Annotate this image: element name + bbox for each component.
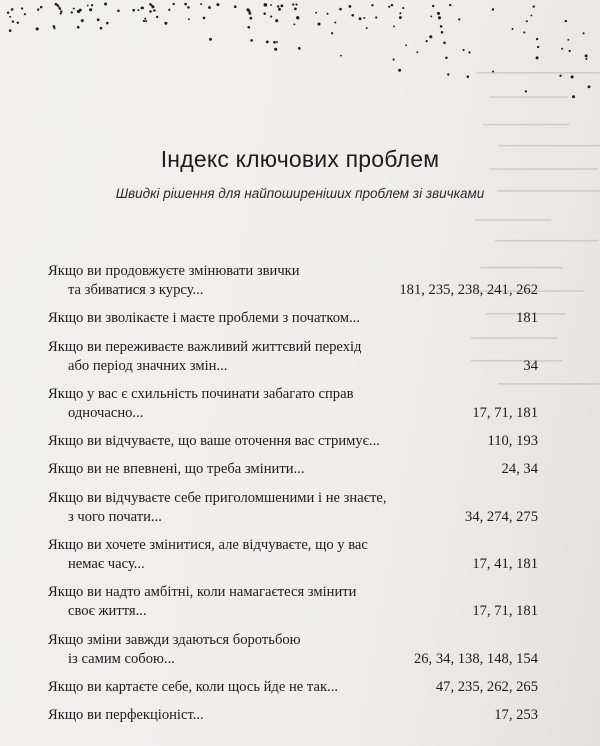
decorative-dot (263, 12, 266, 15)
page-numbers: 181 (516, 310, 538, 327)
page-numbers: 17, 253 (494, 707, 538, 724)
page-numbers: 34, 274, 275 (465, 508, 538, 525)
page-numbers: 47, 235, 262, 265 (435, 678, 538, 695)
decorative-dot (447, 73, 449, 75)
decorative-dot (533, 5, 535, 7)
index-entry (48, 262, 538, 300)
decorative-dot (53, 27, 55, 29)
decorative-dot (24, 13, 26, 15)
decorative-dot (277, 5, 279, 7)
decorative-dot (585, 54, 588, 57)
decorative-dot (81, 19, 84, 22)
decorative-dot (437, 12, 440, 15)
index-entry (48, 385, 538, 423)
decorative-dot (73, 8, 75, 10)
page-numbers: 17, 41, 181 (472, 556, 538, 573)
decorative-dot (145, 20, 147, 22)
decorative-dot (208, 6, 211, 9)
decorative-dot (441, 31, 444, 34)
decorative-dot (143, 20, 145, 22)
decorative-dot (247, 26, 250, 29)
decorative-dot (315, 12, 317, 14)
index-entry (48, 678, 538, 697)
entry-text: Якщо ви переживаєте важливий життєвий перехід (48, 338, 362, 355)
decorative-dot (172, 3, 174, 5)
decorative-dot (391, 4, 394, 7)
entry-text: своє життя... (68, 603, 147, 620)
decorative-dot (100, 27, 103, 30)
decorative-dot (429, 35, 432, 38)
decorative-dot (234, 5, 237, 8)
index-entry (48, 489, 538, 527)
decorative-dot (89, 8, 92, 11)
decorative-dot (187, 6, 190, 9)
decorative-dot (36, 27, 39, 30)
decorative-dot (438, 16, 441, 19)
index-entry (48, 536, 538, 574)
decorative-dot (9, 29, 12, 32)
decorative-dot (216, 3, 219, 6)
decorative-dot (156, 16, 158, 18)
decorative-dot (565, 20, 567, 22)
decorative-dot (57, 5, 59, 7)
decorative-dot (295, 3, 297, 5)
decorative-dot (416, 51, 418, 53)
decorative-dot (351, 14, 354, 17)
decorative-dot (250, 39, 253, 42)
decorative-dot (583, 32, 585, 34)
decorative-dot (264, 3, 267, 6)
decorative-dot (298, 47, 301, 50)
decorative-dot (97, 18, 100, 21)
decorative-dot (294, 8, 297, 11)
decorative-dot (276, 41, 278, 43)
entry-text: або період значних змін... (68, 357, 228, 374)
decorative-dot (151, 5, 154, 8)
entry-text: Якщо ви продовжуєте змінювати звички (48, 263, 300, 279)
entry-text: Якщо у вас є схильність починати забагато справ (48, 385, 354, 402)
decorative-dot (468, 51, 470, 53)
page-subtitle: Швидкі рішення для найпоширеніших проблем зі звичками (115, 186, 485, 201)
decorative-dot (87, 5, 89, 7)
entry-text: Якщо ви зволікаєте і маєте проблеми з початком... (48, 310, 360, 327)
decorative-dot (168, 9, 170, 11)
index-entry (48, 706, 538, 725)
decorative-dot (280, 4, 283, 7)
decorative-dot (326, 13, 328, 15)
entry-text: Якщо ви хочете змінитися, але відчуваєте, що у вас (48, 537, 368, 554)
decorative-dot (567, 39, 569, 41)
entry-text: Якщо зміни завжди здаються боротьбою (48, 631, 301, 648)
decorative-dot (340, 55, 342, 57)
entry-text: Якщо ви картаєте себе, коли щось йде не так... (48, 678, 338, 695)
decorative-dot (359, 17, 362, 20)
decorative-dot (297, 17, 300, 20)
decorative-dot (561, 48, 563, 50)
decorative-dot (375, 16, 377, 18)
index-entry (48, 631, 538, 669)
index-entry (48, 460, 538, 479)
decorative-dot (144, 18, 146, 20)
entry-text: одночасно... (68, 404, 144, 421)
decorative-dot (536, 56, 539, 59)
decorative-dot (317, 22, 320, 25)
decorative-dot (270, 16, 272, 18)
decorative-dot (266, 40, 269, 43)
decorative-dot (445, 57, 448, 60)
decorative-dot (137, 9, 139, 11)
decorative-dot (275, 19, 278, 22)
decorative-dot (371, 4, 373, 6)
page-numbers: 24, 34 (501, 461, 538, 478)
page-numbers: 110, 193 (487, 433, 538, 450)
decorative-dot (132, 9, 135, 12)
page-numbers: 34 (523, 357, 538, 374)
decorative-dot (209, 38, 212, 41)
decorative-dot (37, 8, 39, 10)
entry-text: Якщо ви перфекціоніст... (48, 707, 204, 724)
decorative-dot (247, 9, 250, 12)
decorative-dot (153, 9, 156, 12)
decorative-dot (339, 8, 342, 11)
index-entry (48, 338, 538, 376)
decorative-dot (273, 41, 276, 44)
decorative-dot (366, 27, 368, 29)
decorative-dot (349, 5, 352, 8)
ghost-line (495, 240, 599, 242)
decorative-dot (184, 3, 187, 6)
ghost-line (477, 72, 600, 74)
decorative-dot (331, 32, 333, 34)
entry-text: та збиватися з курсу... (68, 282, 204, 298)
decorative-dot (17, 22, 19, 24)
problem-index (48, 262, 538, 735)
entry-text: Якщо ви відчуваєте себе приголомшеними і не знаєте, (48, 489, 387, 506)
decorative-dot (140, 7, 142, 9)
decorative-dot (270, 4, 272, 6)
decorative-dot (405, 44, 407, 46)
decorative-dot (430, 15, 432, 17)
index-entry (48, 309, 538, 328)
decorative-dot (449, 4, 451, 6)
decorative-dot (399, 16, 402, 19)
ghost-line (483, 124, 569, 126)
decorative-dot (536, 38, 538, 40)
decorative-dot (40, 6, 43, 9)
decorative-dot (274, 48, 277, 51)
decorative-dot (188, 18, 190, 20)
entry-text: немає часу... (68, 556, 145, 573)
page-numbers: 17, 71, 181 (472, 404, 538, 421)
decorative-dot (104, 3, 107, 6)
decorative-dot (249, 17, 252, 20)
decorative-dot (12, 20, 14, 22)
index-entry (48, 432, 538, 451)
decorative-dot (293, 23, 295, 25)
decorative-dot (426, 40, 428, 42)
decorative-dot (398, 69, 401, 72)
decorative-dot (79, 9, 82, 12)
decorative-dot (432, 5, 434, 7)
entry-text: Якщо ви відчуваєте, що ваше оточення вас стримує... (48, 433, 380, 450)
page-numbers: 17, 71, 181 (472, 603, 538, 620)
decorative-dot (523, 31, 525, 33)
entry-text: Якщо ви надто амбітні, коли намагаєтеся змінити (48, 584, 357, 601)
decorative-dot (399, 12, 401, 14)
decorative-dot (458, 18, 460, 20)
ghost-line (490, 96, 568, 98)
decorative-dot (530, 15, 532, 17)
decorative-dot (60, 10, 62, 12)
decorative-dot (248, 12, 251, 15)
decorative-dot (7, 11, 9, 13)
decorative-dot (393, 25, 395, 27)
decorative-dot (463, 49, 465, 51)
entry-text: Якщо ви не впевнені, що треба змінити... (48, 461, 305, 478)
decorative-dot (334, 21, 336, 23)
decorative-dot (71, 11, 73, 13)
decorative-dot (363, 17, 365, 19)
decorative-dot (568, 50, 570, 52)
page-numbers: 26, 34, 138, 148, 154 (413, 650, 538, 667)
index-entry (48, 583, 538, 621)
decorative-dot (59, 8, 61, 10)
decorative-dot (9, 16, 11, 18)
decorative-dot (467, 75, 470, 78)
decorative-dot (526, 20, 528, 22)
decorative-dot (60, 13, 62, 15)
decorative-dot (443, 42, 446, 45)
entry-text: із самим собою... (68, 650, 175, 667)
decorative-dot (278, 8, 281, 11)
decorative-dot (117, 10, 120, 13)
ghost-line (475, 219, 551, 221)
decorative-dot (200, 3, 202, 5)
entry-text: з чого почати... (68, 508, 162, 525)
decorative-dot (149, 10, 152, 13)
decorative-dot (21, 7, 23, 9)
page-title: Індекс ключових проблем (160, 146, 440, 172)
decorative-dot (164, 22, 167, 25)
page-numbers: 181, 235, 238, 241, 262 (399, 282, 538, 298)
decorative-dot (402, 7, 404, 9)
decorative-dot (91, 4, 93, 6)
decorative-dot (106, 22, 109, 25)
decorative-dot (388, 6, 390, 8)
decorative-dot (492, 8, 494, 10)
decorative-dot (537, 46, 539, 48)
decorative-dot (203, 17, 206, 20)
decorative-dot (440, 25, 443, 28)
decorative-dot (512, 28, 514, 30)
decorative-dot (393, 59, 395, 61)
decorative-dot (11, 8, 14, 11)
decorative-dot (77, 26, 80, 29)
decorative-dot (292, 3, 294, 5)
